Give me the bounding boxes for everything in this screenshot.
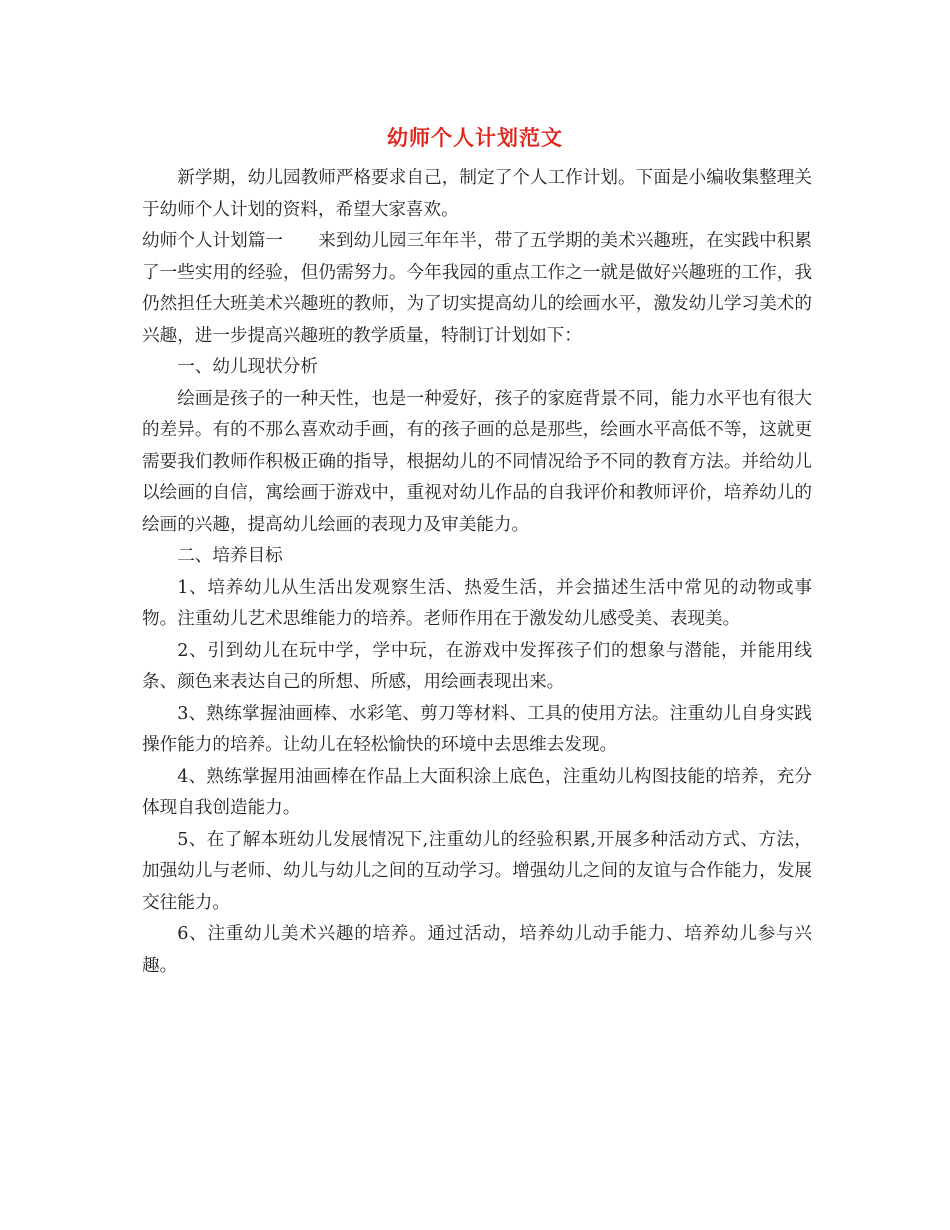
goal-item: 6、注重幼儿美术兴趣的培养。通过活动，培养幼儿动手能力、培养幼儿参与兴趣。	[142, 924, 812, 976]
document-title: 幼师个人计划范文	[387, 125, 563, 150]
goal-item: 3、熟练掌握油画棒、水彩笔、剪刀等材料、工具的使用方法。注重幼儿自身实践操作能力的培养。让幼儿在轻松愉快的环境中去思维去发现。	[142, 703, 812, 755]
section-heading-1: 一、幼儿现状分析	[177, 357, 318, 377]
document-body	[142, 163, 812, 982]
part-one-paragraph	[142, 226, 812, 352]
part-text: 来到幼儿园三年年半，带了五学期的美术兴趣班，在实践中积累了一些实用的经验，但仍需努力。今年我园的重点工作之一就是做好兴趣班的工作，我仍然担任大班美术兴趣班的教师，为了切实提高幼儿的绘画水平，激发幼儿学习美术的兴趣，进一步提高兴趣班的教学质量，特制订计划如下：	[142, 231, 812, 346]
part-label: 幼师个人计划篇一	[142, 231, 284, 251]
goal-item: 2、引到幼儿在玩中学，学中玩，在游戏中发挥孩子们的想象与潜能，并能用线条、颜色来表达自己的所想、所感，用绘画表现出来。	[142, 640, 812, 692]
section1-paragraph: 绘画是孩子的一种天性，也是一种爱好，孩子的家庭背景不同，能力水平也有很大的差异。有的不那么喜欢动手画，有的孩子画的总是那些，绘画水平高低不等，这就更需要我们教师作积极正确的指导，根据幼儿的不同情况给予不同的教育方法。并给幼儿以绘画的自信，寓绘画于游戏中，重视对幼儿作品的自我评价和教师评价，培养幼儿的绘画的兴趣，提高幼儿绘画的表现力及审美能力。	[142, 388, 812, 535]
goal-item: 4、熟练掌握用油画棒在作品上大面积涂上底色，注重幼儿构图技能的培养，充分体现自我创造能力。	[142, 766, 812, 818]
goal-item: 5、在了解本班幼儿发展情况下,注重幼儿的经验积累,开展多种活动方式、方法，加强幼儿与老师、幼儿与幼儿之间的互动学习。增强幼儿之间的友谊与合作能力，发展交往能力。	[142, 829, 812, 913]
goal-item: 1、培养幼儿从生活出发观察生活、热爱生活，并会描述生活中常见的动物或事物。注重幼儿艺术思维能力的培养。老师作用在于激发幼儿感受美、表现美。	[142, 577, 812, 629]
intro-paragraph: 新学期，幼儿园教师严格要求自己，制定了个人工作计划。下面是小编收集整理关于幼师个人计划的资料，希望大家喜欢。	[142, 168, 812, 220]
section-heading-2: 二、培养目标	[177, 546, 283, 566]
